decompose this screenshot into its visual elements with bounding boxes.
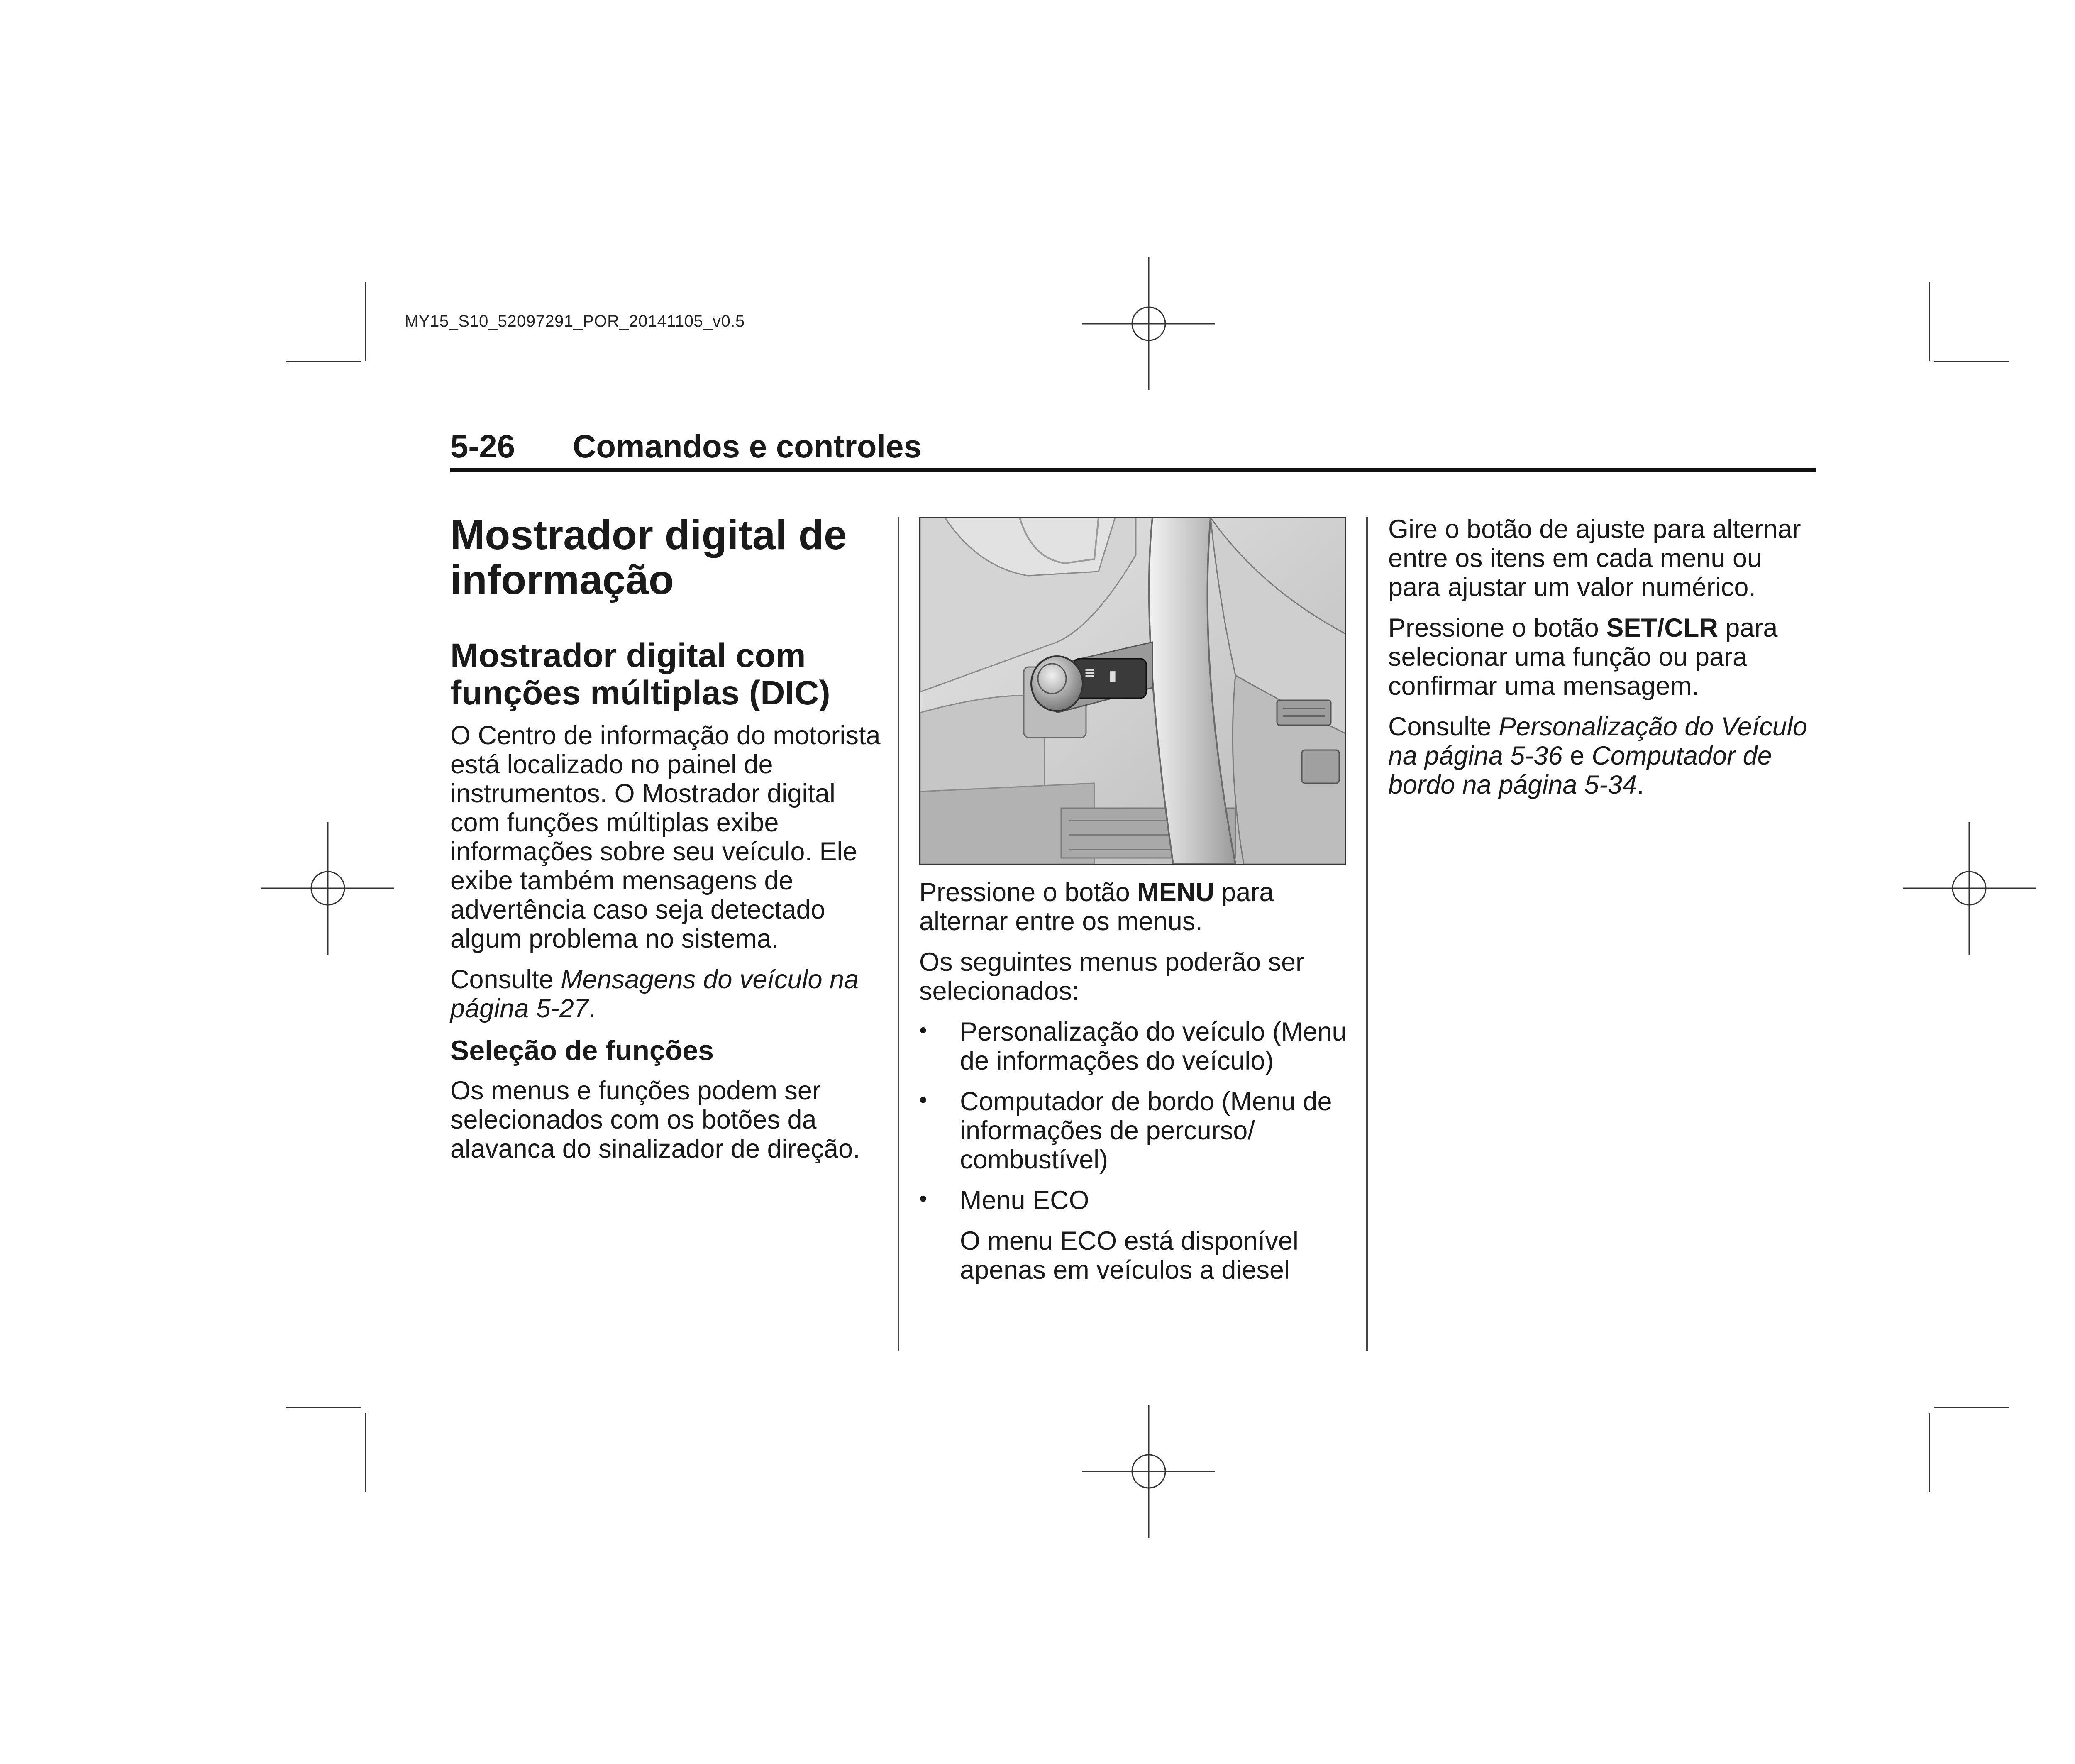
cross-reference-link[interactable]: Computador de bordo na página 5-34 [1388, 741, 1772, 799]
column-divider-1 [898, 517, 899, 1351]
right-column [1388, 515, 1818, 811]
set-clr-paragraph: Pressione o botão SET/CLR para selecionar uma função ou para confirmar uma mensagem. [1388, 613, 1778, 701]
bullet-icon: • [919, 1186, 927, 1211]
menu-button-name: MENU [1137, 878, 1214, 907]
menu-list [919, 1017, 1351, 1215]
column-divider-2 [1366, 517, 1368, 1351]
registration-mark-left-icon [261, 822, 394, 955]
list-item: • Personalização do veículo (Menu de informações do veículo) [919, 1017, 1351, 1075]
menus-intro-paragraph: Os seguintes menus poderão ser selecionados: [919, 948, 1305, 1006]
dic-intro-paragraph: O Centro de informação do motorista está localizado no painel de instrumentos. O Mostrador digital com funções múltiplas exibe informações sobre seu veículo. Ele exibe também mensagens de advertência caso seja detectado algum problema no sistema. [450, 721, 881, 953]
adjust-knob-paragraph: Gire o botão de ajuste para alternar entre os itens em cada menu ou para ajustar um valor numérico. [1388, 515, 1801, 602]
bullet-icon: • [919, 1018, 927, 1043]
list-item: • Computador de bordo (Menu de informações de percurso/ combustível) [919, 1087, 1351, 1174]
section-title: Comandos e controles [573, 428, 922, 464]
registration-mark-right-icon [1903, 822, 2036, 955]
header-rule [450, 468, 1816, 472]
svg-text:≡: ≡ [1084, 665, 1096, 681]
sub-heading-dic: Mostrador digital com funções múltiplas (DIC) [450, 637, 830, 712]
left-column [450, 513, 882, 1175]
sub-heading-function-selection: Seleção de funções [450, 1035, 714, 1066]
see-vehicle-messages: Consulte Mensagens do veículo na página 5-27. [450, 965, 859, 1023]
turn-signal-lever-illustration [919, 517, 1346, 865]
menu-button-paragraph: Pressione o botão MENU para alternar entre os menus. [919, 878, 1274, 936]
registration-mark-bottom-icon [1082, 1405, 1215, 1538]
function-selection-paragraph: Os menus e funções podem ser selecionados com os botões da alavanca do sinalizador de direção. [450, 1076, 860, 1163]
list-item: • Menu ECO [919, 1186, 1351, 1215]
print-file-id: MY15_S10_52097291_POR_20141105_v0.5 [405, 312, 745, 330]
set-clr-button-name: SET/CLR [1606, 613, 1718, 643]
registration-mark-top-icon [1082, 257, 1215, 390]
main-heading: Mostrador digital de informação [450, 512, 847, 603]
eco-note: O menu ECO está disponível apenas em veículos a diesel [960, 1226, 1299, 1285]
middle-column [919, 878, 1351, 1296]
bullet-icon: • [919, 1087, 927, 1112]
page-number: 5-26 [450, 428, 515, 464]
cross-reference-link[interactable]: Personalização do Veículo na página 5-36 [1388, 712, 1807, 770]
cross-reference-link[interactable]: Mensagens do veículo na página 5-27 [450, 965, 859, 1023]
see-also-paragraph: Consulte Personalização do Veículo na página 5-36 e Computador de bordo na página 5-34. [1388, 712, 1807, 799]
svg-text:▮: ▮ [1109, 667, 1117, 684]
